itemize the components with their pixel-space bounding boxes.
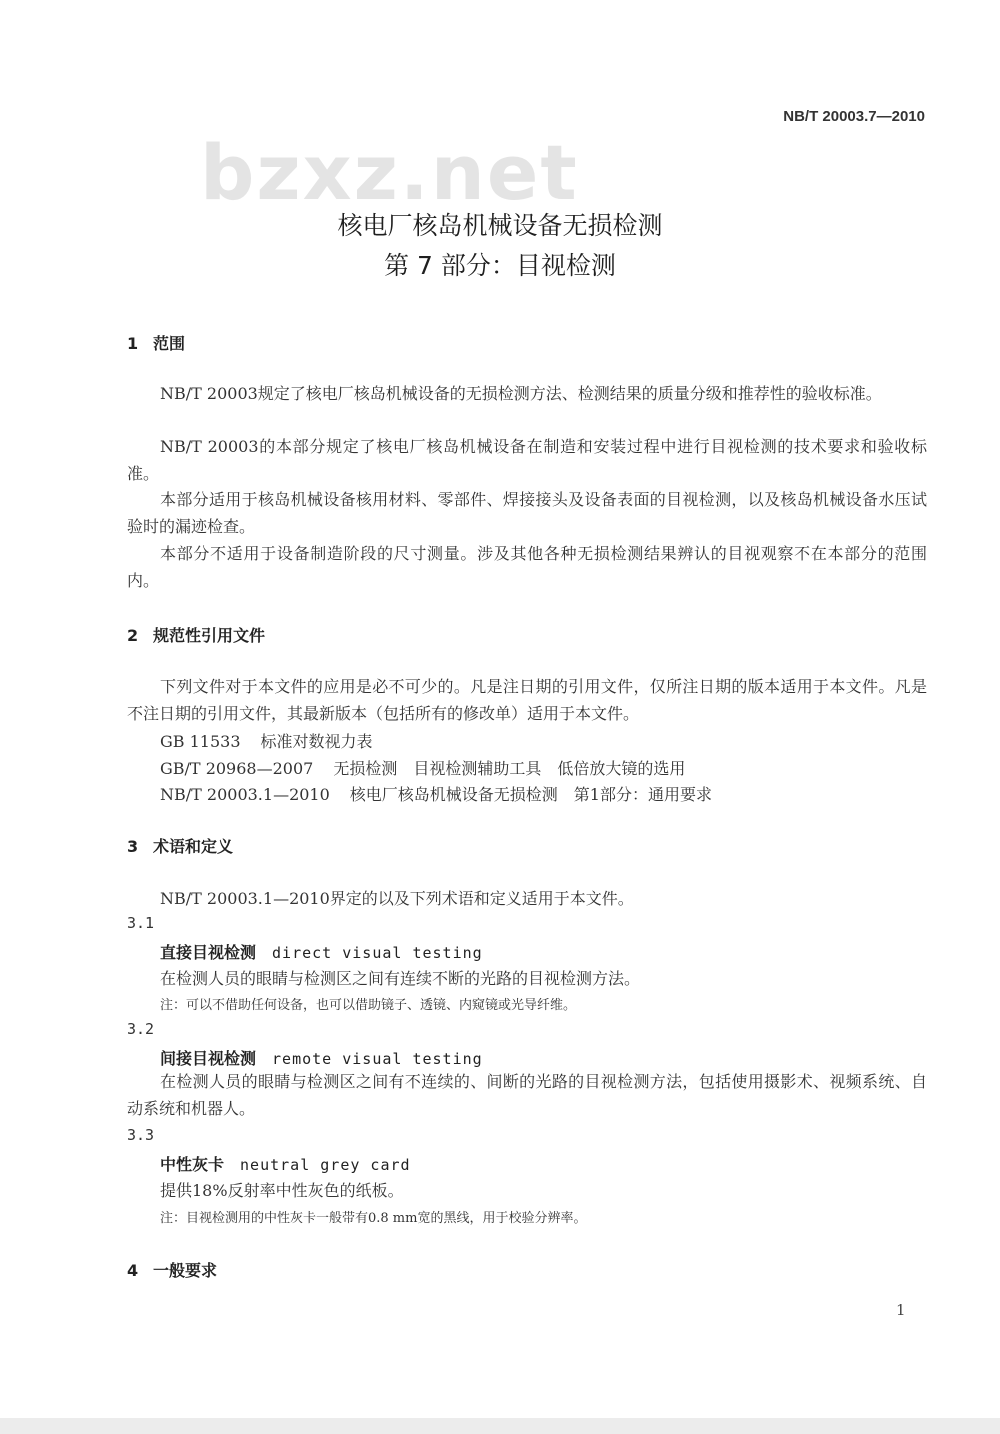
reference-code: GB/T 20968—2007 [160,759,314,778]
section-heading-3 [127,834,233,857]
section-number: 3 [127,837,139,856]
term-note: 注：可以不借助任何设备，也可以借助镜子、透镜、内窥镜或光导纤维。 [160,998,577,1013]
term-en: direct visual testing [272,944,483,962]
term-zh: 间接目视检测 [160,1049,257,1068]
paragraph: NB/T 20003的本部分规定了核电厂核岛机械设备在制造和安装过程中进行目视检测的技术要求和验收标准。 [127,437,927,483]
section-title: 术语和定义 [153,837,234,856]
term-definition: 在检测人员的眼睛与检测区之间有不连续的、间断的光路的目视检测方法，包括使用摄影术、视频系统、自动系统和机器人。 [127,1072,927,1118]
term-en: remote visual testing [272,1050,483,1068]
paragraph: 本部分适用于核岛机械设备核用材料、零部件、焊接接头及设备表面的目视检测，以及核岛机械设备水压试验时的漏迹检查。 [127,490,927,536]
reference-name: 无损检测 目视检测辅助工具 低倍放大镜的选用 [333,759,686,778]
paragraph: NB/T 20003规定了核电厂核岛机械设备的无损检测方法、检测结果的质量分级和推荐性的验收标准。 [160,384,882,403]
term-entry [160,940,483,963]
term-number: 3.1 [127,914,155,932]
reference-name: 核电厂核岛机械设备无损检测 第1部分：通用要求 [349,785,712,804]
section-heading-4 [127,1258,217,1281]
bottom-bar [0,1418,1000,1434]
reference-code: GB 11533 [160,732,241,751]
paragraph: 下列文件对于本文件的应用是必不可少的。凡是注日期的引用文件，仅所注日期的版本适用于本文件。凡是不注日期的引用文件，其最新版本（包括所有的修改单）适用于本文件。 [127,677,927,723]
watermark: bzxz.net [200,128,579,217]
term-definition: 在检测人员的眼睛与检测区之间有连续不断的光路的目视检测方法。 [160,969,641,988]
reference-code: NB/T 20003.1—2010 [160,785,330,804]
section-title: 一般要求 [153,1261,218,1280]
reference-item [160,756,685,779]
term-number: 3.3 [127,1126,155,1144]
reference-name: 标准对数视力表 [260,732,373,751]
section-heading-1 [127,331,185,354]
document-code: NB/T 20003.7—2010 [783,108,925,125]
section-number: 4 [127,1261,139,1280]
term-entry [160,1152,411,1175]
term-definition: 提供18%反射率中性灰色的纸板。 [160,1181,404,1200]
page-number: 1 [896,1301,906,1319]
document-title: 核电厂核岛机械设备无损检测 [337,211,663,240]
section-number: 1 [127,334,139,353]
document-subtitle: 第 7 部分：目视检测 [384,251,616,280]
term-number: 3.2 [127,1020,155,1038]
paragraph: NB/T 20003.1—2010界定的以及下列术语和定义适用于本文件。 [160,889,634,908]
term-note: 注：目视检测用的中性灰卡一般带有0.8 mm宽的黑线，用于校验分辨率。 [160,1211,587,1226]
section-title: 范围 [153,334,186,353]
term-zh: 中性灰卡 [160,1155,225,1174]
paragraph: 本部分不适用于设备制造阶段的尺寸测量。涉及其他各种无损检测结果辨认的目视观察不在本部分的范围内。 [127,544,927,590]
term-entry [160,1046,483,1069]
reference-item [160,782,712,805]
term-zh: 直接目视检测 [160,943,257,962]
section-number: 2 [127,626,139,645]
section-heading-2 [127,623,265,646]
term-en: neutral grey card [240,1156,411,1174]
section-title: 规范性引用文件 [153,626,266,645]
reference-item [160,729,373,752]
